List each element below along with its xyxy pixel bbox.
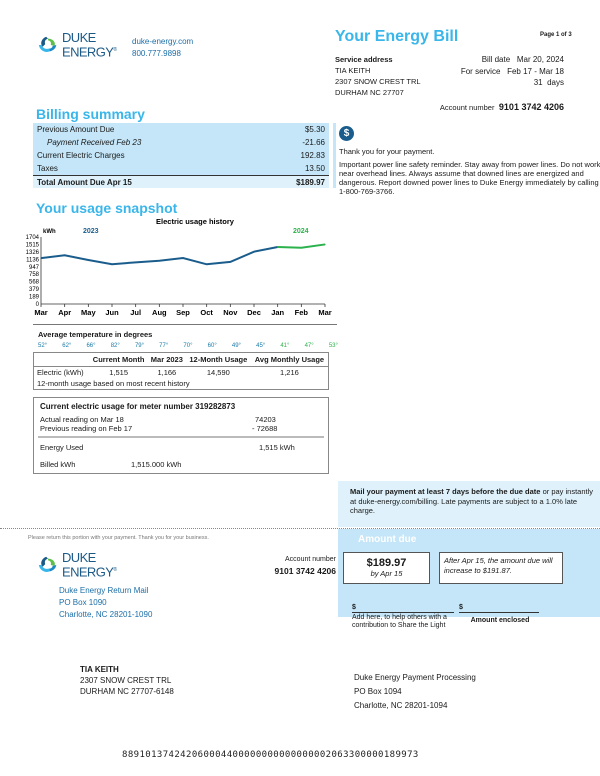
legend-2023: 2023 bbox=[83, 228, 99, 235]
temperature-value: 41° bbox=[280, 343, 290, 349]
temperature-value: 45° bbox=[256, 343, 266, 349]
x-tick-label: Mar bbox=[318, 308, 332, 317]
account-number: 9101 3742 4206 bbox=[498, 102, 564, 112]
temperature-value: 49° bbox=[231, 343, 241, 349]
y-tick-label: 1326 bbox=[25, 249, 39, 256]
logo-line2: ENERGY® bbox=[62, 564, 117, 580]
temperature-value: 60° bbox=[207, 343, 217, 349]
stub-account-label: Account number bbox=[285, 556, 336, 563]
actual-reading-label: Actual reading on Mar 18 bbox=[40, 415, 124, 424]
usage-note: 12-month usage based on most recent history bbox=[37, 379, 190, 388]
payment-processing-city: Charlotte, NC 28201-1094 bbox=[354, 701, 448, 710]
y-tick-label: 758 bbox=[28, 272, 39, 279]
data-point-2023 bbox=[135, 262, 136, 263]
previous-reading-value: - 72688 bbox=[252, 424, 278, 433]
customer-city: DURHAM NC 27707-6148 bbox=[80, 687, 174, 696]
service-city: DURHAM NC 27707 bbox=[335, 88, 404, 97]
account-label: Account number bbox=[439, 103, 495, 112]
temperature-value: 53° bbox=[328, 343, 338, 349]
service-street: 2307 SNOW CREST TRL bbox=[335, 77, 421, 86]
usage-history-chart bbox=[25, 214, 335, 324]
y-tick-label: 1136 bbox=[26, 257, 39, 264]
data-point-2023 bbox=[40, 258, 41, 259]
return-mail-city: Charlotte, NC 28201-1090 bbox=[59, 610, 153, 619]
x-tick-label: Sep bbox=[176, 308, 190, 317]
temperature-value: 62° bbox=[62, 343, 72, 349]
summary-row: Previous Amount Due $5.30 bbox=[37, 125, 325, 134]
payment-processing-box: PO Box 1094 bbox=[354, 687, 402, 696]
customer-street: 2307 SNOW CREST TRL bbox=[80, 676, 172, 685]
legend-2024: 2024 bbox=[293, 228, 309, 235]
y-tick-label: 947 bbox=[28, 264, 39, 271]
ocr-scan-line: 889101374242060004400000000000000002063300000189973 bbox=[122, 750, 419, 760]
for-service: Feb 17 - Mar 18 bbox=[507, 66, 564, 76]
phone-number: 800.777.9898 bbox=[132, 49, 181, 58]
energy-used-label: Energy Used bbox=[40, 443, 84, 452]
for-service-row: For service Feb 17 - Mar 18 bbox=[460, 66, 564, 76]
stub-account-number: 9101 3742 4206 bbox=[274, 566, 336, 576]
return-mail-box: PO Box 1090 bbox=[59, 598, 107, 607]
amount-due-box bbox=[343, 552, 430, 584]
mail-notice: Mail your payment at least 7 days before the due date or pay instantly at duke-energy.com/billing. Late payments are subject to a 1.0% late charge. bbox=[338, 481, 600, 527]
dollar-icon: $ bbox=[339, 126, 354, 141]
meter-divider bbox=[38, 436, 324, 438]
payment-processing-name: Duke Energy Payment Processing bbox=[354, 673, 476, 682]
divider bbox=[33, 324, 337, 325]
amount-enclosed-field[interactable]: $ Amount enclosed bbox=[459, 604, 541, 624]
billed-kwh-label: Billed kWh bbox=[40, 460, 76, 469]
share-light-label: Add here, to help others with a contribution to Share the Light bbox=[352, 614, 447, 629]
safety-message: Important power line safety reminder. Stay away from power lines. Do not work near overhead lines. Always assume that downed lines are energized and dangerous. Report downed power lines to Duke Energy immediately by calling 1-800-769-3766. bbox=[339, 160, 600, 196]
previous-reading-label: Previous reading on Feb 17 bbox=[40, 424, 133, 433]
page-number: Page 1 of 3 bbox=[540, 32, 572, 38]
bill-date-row: Bill date Mar 20, 2024 bbox=[481, 55, 564, 64]
y-tick-label: 1704 bbox=[25, 235, 39, 241]
usage-comparison-table bbox=[33, 352, 329, 390]
website-link[interactable]: duke-energy.com bbox=[132, 37, 194, 46]
logo-line1: DUKE bbox=[62, 550, 96, 565]
summary-row: Current Electric Charges 192.83 bbox=[37, 151, 325, 160]
logo-line2: ENERGY® bbox=[62, 44, 117, 60]
x-tick-label: Nov bbox=[223, 308, 238, 317]
x-tick-label: Aug bbox=[152, 308, 167, 317]
y-tick-label: 1515 bbox=[25, 242, 39, 249]
temperature-row bbox=[38, 343, 338, 349]
bill-date: Mar 20, 2024 bbox=[516, 55, 564, 64]
x-tick-label: Oct bbox=[200, 308, 213, 317]
service-name: TIA KEITH bbox=[335, 66, 371, 75]
x-tick-label: Jun bbox=[105, 308, 119, 317]
col-header: Avg Monthly Usage bbox=[251, 353, 329, 367]
x-tick-label: Feb bbox=[294, 308, 309, 317]
temperature-value: 79° bbox=[134, 343, 145, 349]
return-mail-name: Duke Energy Return Mail bbox=[59, 586, 149, 595]
table-row: Electric (kWh) 1,515 1,166 14,590 1,216 bbox=[37, 368, 299, 377]
duke-energy-logo-stub bbox=[37, 552, 116, 578]
logo-line1: DUKE bbox=[62, 30, 96, 45]
temperature-value: 66° bbox=[86, 343, 96, 349]
late-notice: After Apr 15, the amount due will increase to $191.87. bbox=[439, 552, 563, 584]
due-by: by Apr 15 bbox=[370, 569, 403, 578]
col-header: 12-Month Usage bbox=[186, 353, 251, 367]
temperature-value: 70° bbox=[183, 343, 193, 349]
bill-title: Your Energy Bill bbox=[335, 28, 459, 45]
amount-due-title: Amount due bbox=[358, 534, 417, 545]
data-point-2024 bbox=[324, 244, 325, 245]
col-header bbox=[34, 353, 90, 367]
summary-row: Payment Received Feb 23 -21.66 bbox=[47, 138, 325, 147]
y-tick-label: 189 bbox=[28, 294, 39, 301]
x-tick-label: Mar bbox=[34, 308, 48, 317]
duke-energy-logo bbox=[37, 32, 116, 58]
thanks-message: Thank you for your payment. bbox=[339, 147, 435, 156]
days-row: 31 days bbox=[533, 78, 564, 87]
data-point-2024 bbox=[301, 247, 302, 248]
y-tick-label: 0 bbox=[35, 302, 39, 308]
data-point-2023 bbox=[182, 257, 183, 258]
duke-energy-logo-icon bbox=[37, 34, 59, 56]
data-point-2023 bbox=[206, 264, 207, 265]
amount-enclosed-label: Amount enclosed bbox=[470, 617, 530, 624]
billing-summary-title: Billing summary bbox=[36, 106, 145, 122]
customer-name: TIA KEITH bbox=[80, 665, 119, 674]
billing-summary-table bbox=[33, 123, 329, 188]
meter-usage-box bbox=[33, 397, 329, 474]
temperature-title: Average temperature in degrees bbox=[38, 330, 153, 339]
data-point-2023 bbox=[88, 259, 89, 260]
data-point-2024 bbox=[277, 246, 278, 247]
message-accent-bar bbox=[333, 123, 336, 188]
x-tick-label: Jan bbox=[271, 308, 285, 317]
data-point-2023 bbox=[111, 264, 112, 265]
amount-due-value: $189.97 bbox=[366, 557, 407, 569]
temperature-value: 52° bbox=[38, 343, 48, 349]
temperature-value: 82° bbox=[110, 343, 120, 349]
y-axis-unit: kWh bbox=[43, 229, 56, 235]
data-point-2023 bbox=[159, 260, 160, 261]
summary-total-row: Total Amount Due Apr 15 $189.97 bbox=[33, 175, 329, 188]
data-point-2023 bbox=[64, 255, 65, 256]
col-header: Current Month bbox=[89, 353, 148, 367]
summary-row: Taxes 13.50 bbox=[37, 164, 325, 173]
duke-energy-logo-icon bbox=[37, 554, 59, 576]
share-light-field[interactable]: $ Add here, to help others with a contribution to Share the Light bbox=[352, 604, 462, 630]
x-tick-label: Jul bbox=[130, 308, 142, 317]
service-address-label: Service address bbox=[335, 55, 393, 64]
data-point-2023 bbox=[253, 251, 254, 252]
usage-snapshot-title: Your usage snapshot bbox=[36, 200, 178, 216]
energy-used-value: 1,515 kWh bbox=[259, 443, 295, 452]
temperature-value: 47° bbox=[304, 343, 314, 349]
y-tick-label: 568 bbox=[28, 279, 39, 286]
chart-title: Electric usage history bbox=[156, 217, 234, 226]
x-tick-label: Apr bbox=[58, 308, 72, 317]
x-tick-label: Dec bbox=[247, 308, 261, 317]
actual-reading-value: 74203 bbox=[255, 415, 276, 424]
account-number-row bbox=[400, 102, 564, 112]
return-note: Please return this portion with your payment. Thank you for your business. bbox=[28, 535, 209, 541]
meter-title: Current electric usage for meter number 319282873 bbox=[40, 402, 236, 411]
temperature-value: 77° bbox=[159, 343, 169, 349]
col-header: Mar 2023 bbox=[148, 353, 186, 367]
data-point-2023 bbox=[230, 261, 231, 262]
x-tick-label: May bbox=[81, 308, 96, 317]
billed-kwh-value: 1,515.000 kWh bbox=[131, 460, 182, 469]
y-tick-label: 379 bbox=[28, 287, 39, 294]
series-line-2023 bbox=[41, 247, 278, 264]
